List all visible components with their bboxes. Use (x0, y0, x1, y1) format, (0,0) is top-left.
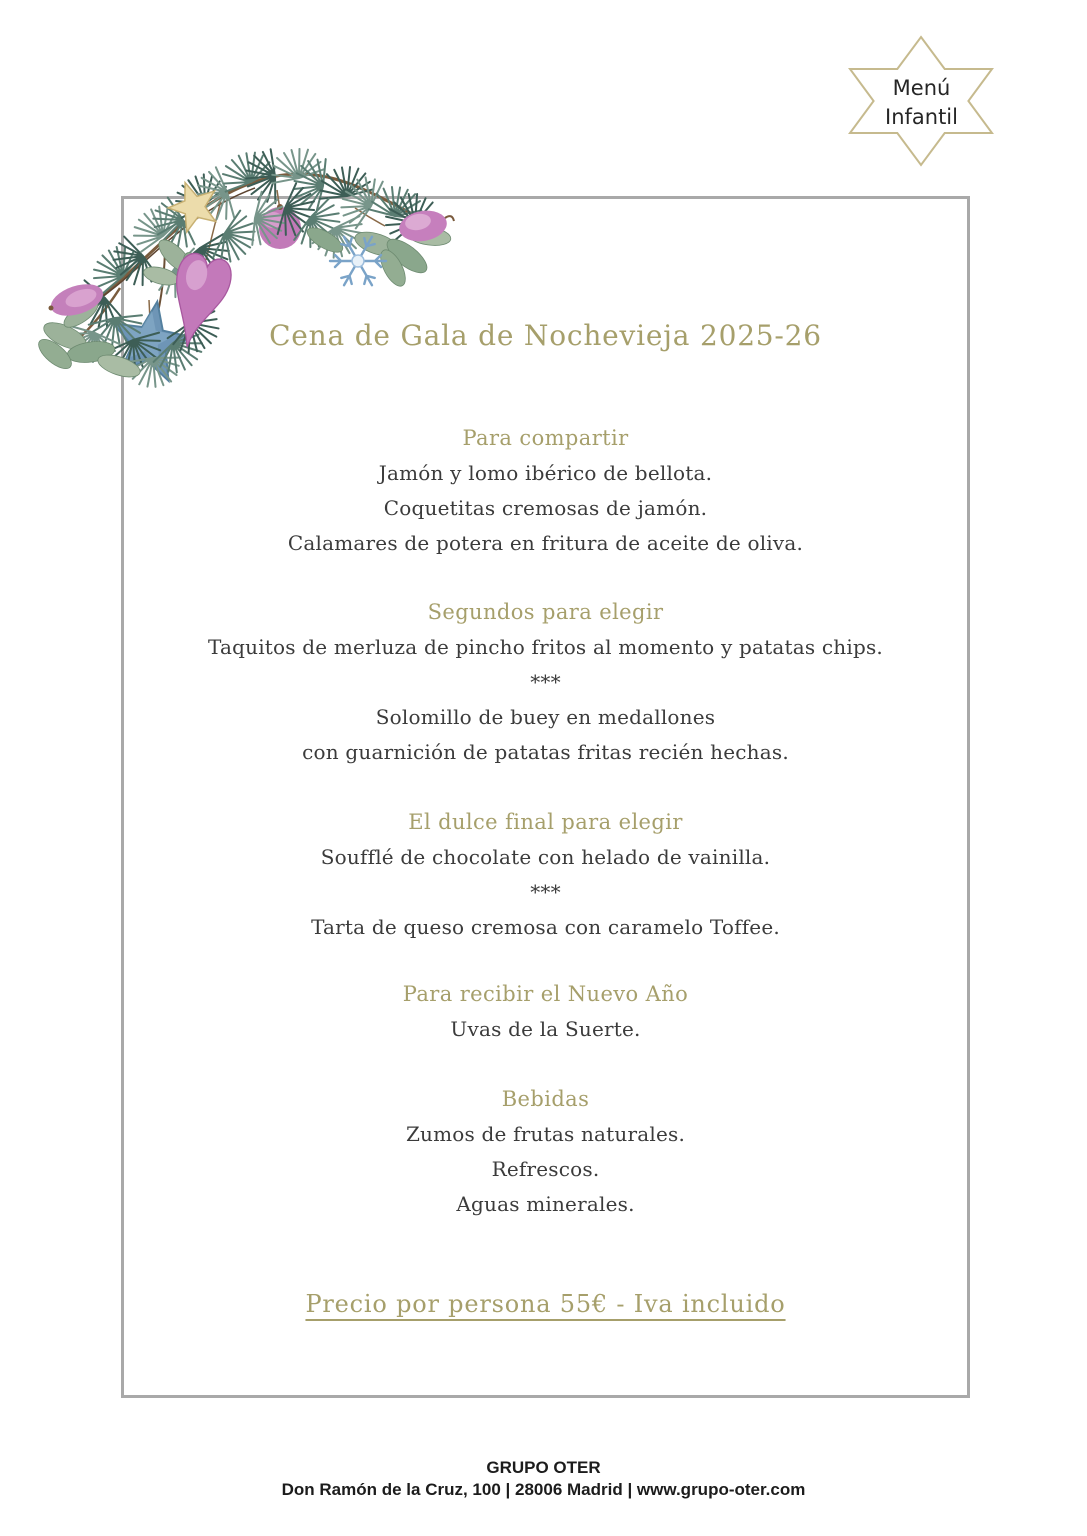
badge-text (848, 35, 995, 171)
badge-line1: Menú (892, 76, 951, 100)
menu-item: Coquetitas cremosas de jamón. (383, 496, 708, 520)
price-line: Precio por persona 55€ - Iva incluido (305, 1290, 786, 1318)
section-title: El dulce final para elegir (408, 810, 683, 834)
menu-section-segundos (124, 595, 967, 770)
christmas-pine-branch-with-ornaments-icon (25, 148, 465, 408)
section-title: Bebidas (501, 1087, 590, 1111)
section-title: Para recibir el Nuevo Año (402, 982, 689, 1006)
footer-company-name: GRUPO OTER (486, 1458, 601, 1477)
menu-item-separator: *** (530, 880, 561, 904)
section-title: Para compartir (462, 426, 629, 450)
footer-address: Don Ramón de la Cruz, 100 | 28006 Madrid | www.grupo-oter.com (281, 1480, 806, 1499)
menu-section-nuevo-ano (124, 977, 967, 1047)
footer (0, 1457, 1087, 1501)
menu-infantil-badge (848, 35, 995, 171)
menu-item: Tarta de queso cremosa con caramelo Toffee. (311, 915, 780, 939)
menu-section-bebidas (124, 1082, 967, 1222)
menu-item-separator: *** (530, 670, 561, 694)
menu-item: Solomillo de buey en medallones (375, 705, 716, 729)
menu-section-dulce-final (124, 805, 967, 945)
menu-item: Calamares de potera en fritura de aceite de oliva. (287, 531, 804, 555)
menu-item: Taquitos de merluza de pincho fritos al momento y patatas chips. (208, 635, 883, 659)
menu-item: Aguas minerales. (456, 1192, 635, 1216)
menu-item: Jamón y lomo ibérico de bellota. (378, 461, 713, 485)
badge-line2: Infantil (885, 105, 958, 129)
menu-item: con guarnición de patatas fritas recién hechas. (302, 740, 789, 764)
page-title: Cena de Gala de Nochevieja 2025-26 (269, 319, 822, 352)
menu-section-para-compartir (124, 421, 967, 561)
menu-item: Soufflé de chocolate con helado de vainilla. (320, 845, 771, 869)
menu-item: Zumos de frutas naturales. (405, 1122, 686, 1146)
section-title: Segundos para elegir (427, 600, 664, 624)
menu-item: Refrescos. (491, 1157, 600, 1181)
menu-item: Uvas de la Suerte. (450, 1017, 641, 1041)
